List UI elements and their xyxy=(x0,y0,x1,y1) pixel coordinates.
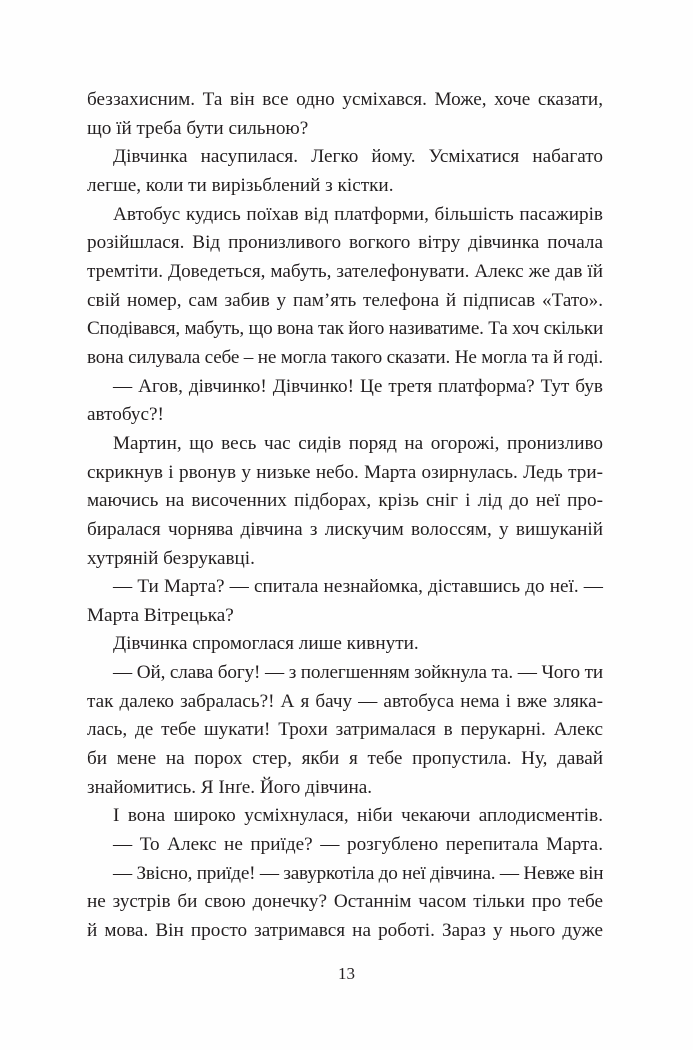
text-line: свій номер, сам забив у пам’ять телефона й підписав «Тато». xyxy=(87,289,603,311)
text-line: розійшлася. Від пронизливого вогкого вітру дівчинка почала xyxy=(87,232,603,254)
text-line: лась, де тебе шукати! Трохи затрималася в перукарні. Алекс xyxy=(87,719,603,741)
text-line: тремтіти. Доведеться, мабуть, зателефонувати. Алекс же дав їй xyxy=(87,260,603,282)
text-line: беззахисним. Та він все одно усміхався. Може, хоче сказати, xyxy=(87,89,603,110)
text-line: вона силувала себе – не могла такого сказати. Не могла та й годі. xyxy=(87,346,603,368)
text-line: — Агов, дівчинко! Дівчинко! Це третя платформа? Тут був xyxy=(113,375,603,397)
text-line: не зустрів би свою донечку? Останнім часом тільки про тебе xyxy=(87,891,603,913)
text-line: — То Алекс не приїде? — розгублено перепитала Марта. xyxy=(113,834,603,856)
text-line: автобус?! xyxy=(87,404,164,426)
text-line: хутряній безрукавці. xyxy=(87,547,255,569)
text-line: би мене на порох стер, якби я тебе пропустила. Ну, давай xyxy=(87,748,603,770)
text-line: маючись на височенних підборах, крізь сніг і лід до неї про- xyxy=(87,490,603,512)
text-line: — Звісно, приїде! — завуркотіла до неї дівчина. — Невже він xyxy=(113,862,604,884)
text-line: легше, коли ти вирізьблений з кістки. xyxy=(87,174,394,196)
text-line: Дівчинка насупилася. Легко йому. Усміхатися набагато xyxy=(113,146,603,168)
text-line: що їй треба бути сильною? xyxy=(87,117,309,139)
text-line: биралася чорнява дівчина з лискучим волоссям, у вишуканій xyxy=(87,518,603,540)
page-number: 13 xyxy=(338,964,355,983)
text-line: І вона широко усміхнулася, ніби чекаючи аплодисментів. xyxy=(113,805,603,827)
text-line: Мартин, що весь час сидів поряд на огорожі, пронизливо xyxy=(113,432,603,454)
text-line: й мова. Він просто затримався на роботі. Зараз у нього дуже xyxy=(87,920,603,942)
text-line: скрикнув і рвонув у низьке небо. Марта озирнулась. Ледь три- xyxy=(87,461,603,483)
text-line: Автобус кудись поїхав від платформи, більшість пасажирів xyxy=(113,203,603,225)
text-line: Дівчинка спромоглася лише кивнути. xyxy=(113,633,419,655)
text-line: Сподівався, мабуть, що вона так його називатиме. Та хоч скільки xyxy=(87,318,603,340)
text-line: так далеко забралась?! А я бачу — автобуса нема і вже зляка- xyxy=(87,690,603,712)
text-line: Марта Вітрецька? xyxy=(87,604,234,626)
text-line: знайомитись. Я Інґе. Його дівчина. xyxy=(87,776,373,798)
text-line: — Ой, слава богу! — з полегшенням зойкнула та. — Чого ти xyxy=(113,662,603,684)
body-text xyxy=(87,86,603,946)
text-line: — Ти Марта? — спитала незнайомка, діставшись до неї. — xyxy=(113,576,603,598)
